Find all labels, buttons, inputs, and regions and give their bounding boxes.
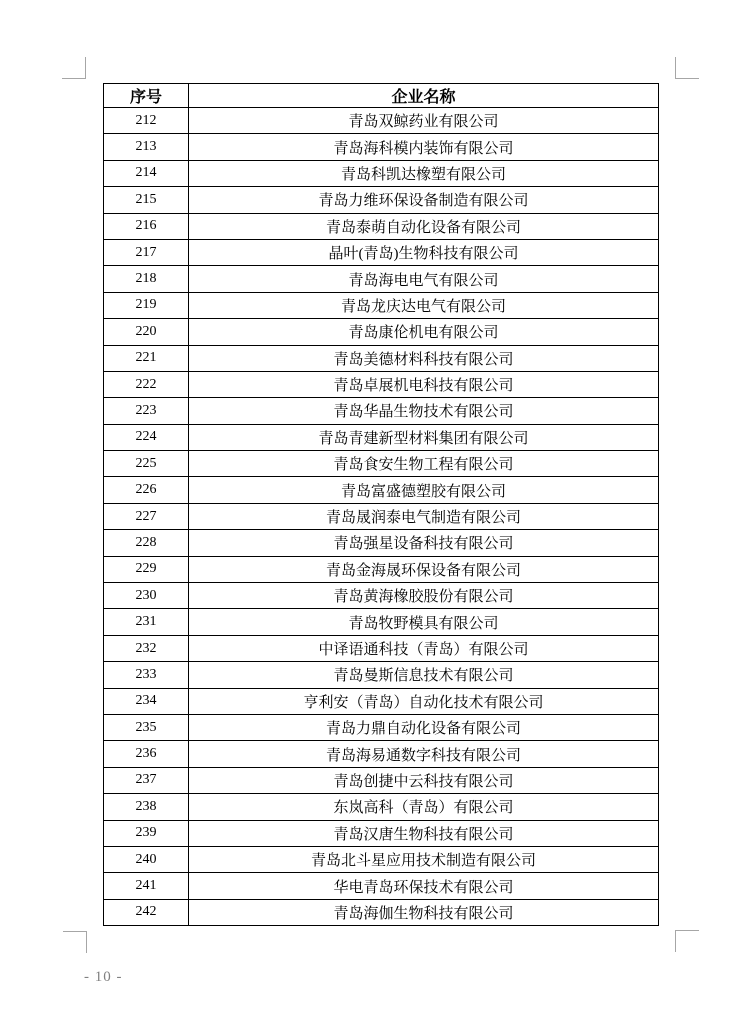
text-boundary-mark-top-right bbox=[675, 57, 699, 79]
table-row bbox=[104, 635, 659, 661]
table-row bbox=[104, 767, 659, 793]
company-name-cell: 青岛富盛德塑胶有限公司 bbox=[189, 477, 659, 503]
table-row bbox=[104, 820, 659, 846]
company-name-cell: 青岛海伽生物科技有限公司 bbox=[189, 899, 659, 925]
serial-number-cell: 240 bbox=[104, 846, 189, 872]
serial-number-cell: 224 bbox=[104, 424, 189, 450]
company-name-cell: 青岛海电电气有限公司 bbox=[189, 266, 659, 292]
table-row bbox=[104, 477, 659, 503]
company-name-cell: 青岛黄海橡胶股份有限公司 bbox=[189, 583, 659, 609]
table-row bbox=[104, 741, 659, 767]
serial-number-cell: 242 bbox=[104, 899, 189, 925]
serial-number-cell: 219 bbox=[104, 292, 189, 318]
serial-number-cell: 238 bbox=[104, 794, 189, 820]
serial-number-cell: 216 bbox=[104, 213, 189, 239]
company-name-cell: 青岛海科模内装饰有限公司 bbox=[189, 134, 659, 160]
serial-number-cell: 225 bbox=[104, 451, 189, 477]
table-row bbox=[104, 451, 659, 477]
header-serial-number: 序号 bbox=[104, 84, 189, 108]
company-name-cell: 青岛北斗星应用技术制造有限公司 bbox=[189, 846, 659, 872]
company-name-cell: 青岛双鲸药业有限公司 bbox=[189, 108, 659, 134]
company-name-cell: 青岛强星设备科技有限公司 bbox=[189, 530, 659, 556]
company-name-cell: 华电青岛环保技术有限公司 bbox=[189, 873, 659, 899]
company-name-cell: 青岛泰萌自动化设备有限公司 bbox=[189, 213, 659, 239]
table-row bbox=[104, 873, 659, 899]
company-name-cell: 青岛康伦机电有限公司 bbox=[189, 319, 659, 345]
table-row bbox=[104, 662, 659, 688]
serial-number-cell: 231 bbox=[104, 609, 189, 635]
table-row bbox=[104, 899, 659, 925]
header-company-name: 企业名称 bbox=[189, 84, 659, 108]
serial-number-cell: 213 bbox=[104, 134, 189, 160]
serial-number-cell: 232 bbox=[104, 635, 189, 661]
serial-number-cell: 230 bbox=[104, 583, 189, 609]
serial-number-cell: 237 bbox=[104, 767, 189, 793]
serial-number-cell: 226 bbox=[104, 477, 189, 503]
table-row bbox=[104, 714, 659, 740]
serial-number-cell: 217 bbox=[104, 239, 189, 265]
serial-number-cell: 212 bbox=[104, 108, 189, 134]
company-name-cell: 青岛曼斯信息技术有限公司 bbox=[189, 662, 659, 688]
table-row bbox=[104, 345, 659, 371]
serial-number-cell: 228 bbox=[104, 530, 189, 556]
table-row bbox=[104, 583, 659, 609]
table-row bbox=[104, 319, 659, 345]
table-row bbox=[104, 556, 659, 582]
company-name-cell: 晶叶(青岛)生物科技有限公司 bbox=[189, 239, 659, 265]
company-name-cell: 青岛力维环保设备制造有限公司 bbox=[189, 187, 659, 213]
table-row bbox=[104, 187, 659, 213]
company-name-cell: 中译语通科技（青岛）有限公司 bbox=[189, 635, 659, 661]
text-boundary-mark-bottom-right bbox=[675, 930, 699, 952]
table-row bbox=[104, 688, 659, 714]
company-name-cell: 青岛卓展机电科技有限公司 bbox=[189, 371, 659, 397]
serial-number-cell: 227 bbox=[104, 503, 189, 529]
serial-number-cell: 233 bbox=[104, 662, 189, 688]
table-row bbox=[104, 398, 659, 424]
text-boundary-mark-bottom-left bbox=[63, 931, 87, 953]
table-row bbox=[104, 794, 659, 820]
company-table-body bbox=[104, 108, 659, 926]
company-name-cell: 亨利安（青岛）自动化技术有限公司 bbox=[189, 688, 659, 714]
table-row bbox=[104, 609, 659, 635]
table-row bbox=[104, 239, 659, 265]
page-number: - 10 - bbox=[84, 969, 123, 985]
table-row bbox=[104, 371, 659, 397]
company-name-cell: 青岛青建新型材料集团有限公司 bbox=[189, 424, 659, 450]
table-row bbox=[104, 108, 659, 134]
serial-number-cell: 236 bbox=[104, 741, 189, 767]
serial-number-cell: 241 bbox=[104, 873, 189, 899]
serial-number-cell: 215 bbox=[104, 187, 189, 213]
company-name-cell: 青岛龙庆达电气有限公司 bbox=[189, 292, 659, 318]
serial-number-cell: 221 bbox=[104, 345, 189, 371]
company-name-cell: 青岛晟润泰电气制造有限公司 bbox=[189, 503, 659, 529]
company-table bbox=[103, 83, 659, 926]
serial-number-cell: 222 bbox=[104, 371, 189, 397]
table-row bbox=[104, 503, 659, 529]
serial-number-cell: 239 bbox=[104, 820, 189, 846]
text-boundary-mark-top-left bbox=[62, 57, 86, 79]
table-header-row bbox=[104, 84, 659, 108]
serial-number-cell: 229 bbox=[104, 556, 189, 582]
company-name-cell: 青岛力鼎自动化设备有限公司 bbox=[189, 714, 659, 740]
serial-number-cell: 234 bbox=[104, 688, 189, 714]
table-row bbox=[104, 424, 659, 450]
serial-number-cell: 223 bbox=[104, 398, 189, 424]
serial-number-cell: 218 bbox=[104, 266, 189, 292]
table-row bbox=[104, 213, 659, 239]
serial-number-cell: 214 bbox=[104, 160, 189, 186]
serial-number-cell: 235 bbox=[104, 714, 189, 740]
company-name-cell: 青岛科凯达橡塑有限公司 bbox=[189, 160, 659, 186]
table-row bbox=[104, 160, 659, 186]
serial-number-cell: 220 bbox=[104, 319, 189, 345]
company-name-cell: 青岛牧野模具有限公司 bbox=[189, 609, 659, 635]
table-row bbox=[104, 134, 659, 160]
company-name-cell: 青岛创捷中云科技有限公司 bbox=[189, 767, 659, 793]
company-name-cell: 东岚高科（青岛）有限公司 bbox=[189, 794, 659, 820]
table-row bbox=[104, 846, 659, 872]
table-row bbox=[104, 292, 659, 318]
table-row bbox=[104, 530, 659, 556]
company-name-cell: 青岛华晶生物技术有限公司 bbox=[189, 398, 659, 424]
company-name-cell: 青岛汉唐生物科技有限公司 bbox=[189, 820, 659, 846]
table-row bbox=[104, 266, 659, 292]
company-name-cell: 青岛食安生物工程有限公司 bbox=[189, 451, 659, 477]
company-name-cell: 青岛金海晟环保设备有限公司 bbox=[189, 556, 659, 582]
company-name-cell: 青岛海易通数字科技有限公司 bbox=[189, 741, 659, 767]
company-name-cell: 青岛美德材料科技有限公司 bbox=[189, 345, 659, 371]
